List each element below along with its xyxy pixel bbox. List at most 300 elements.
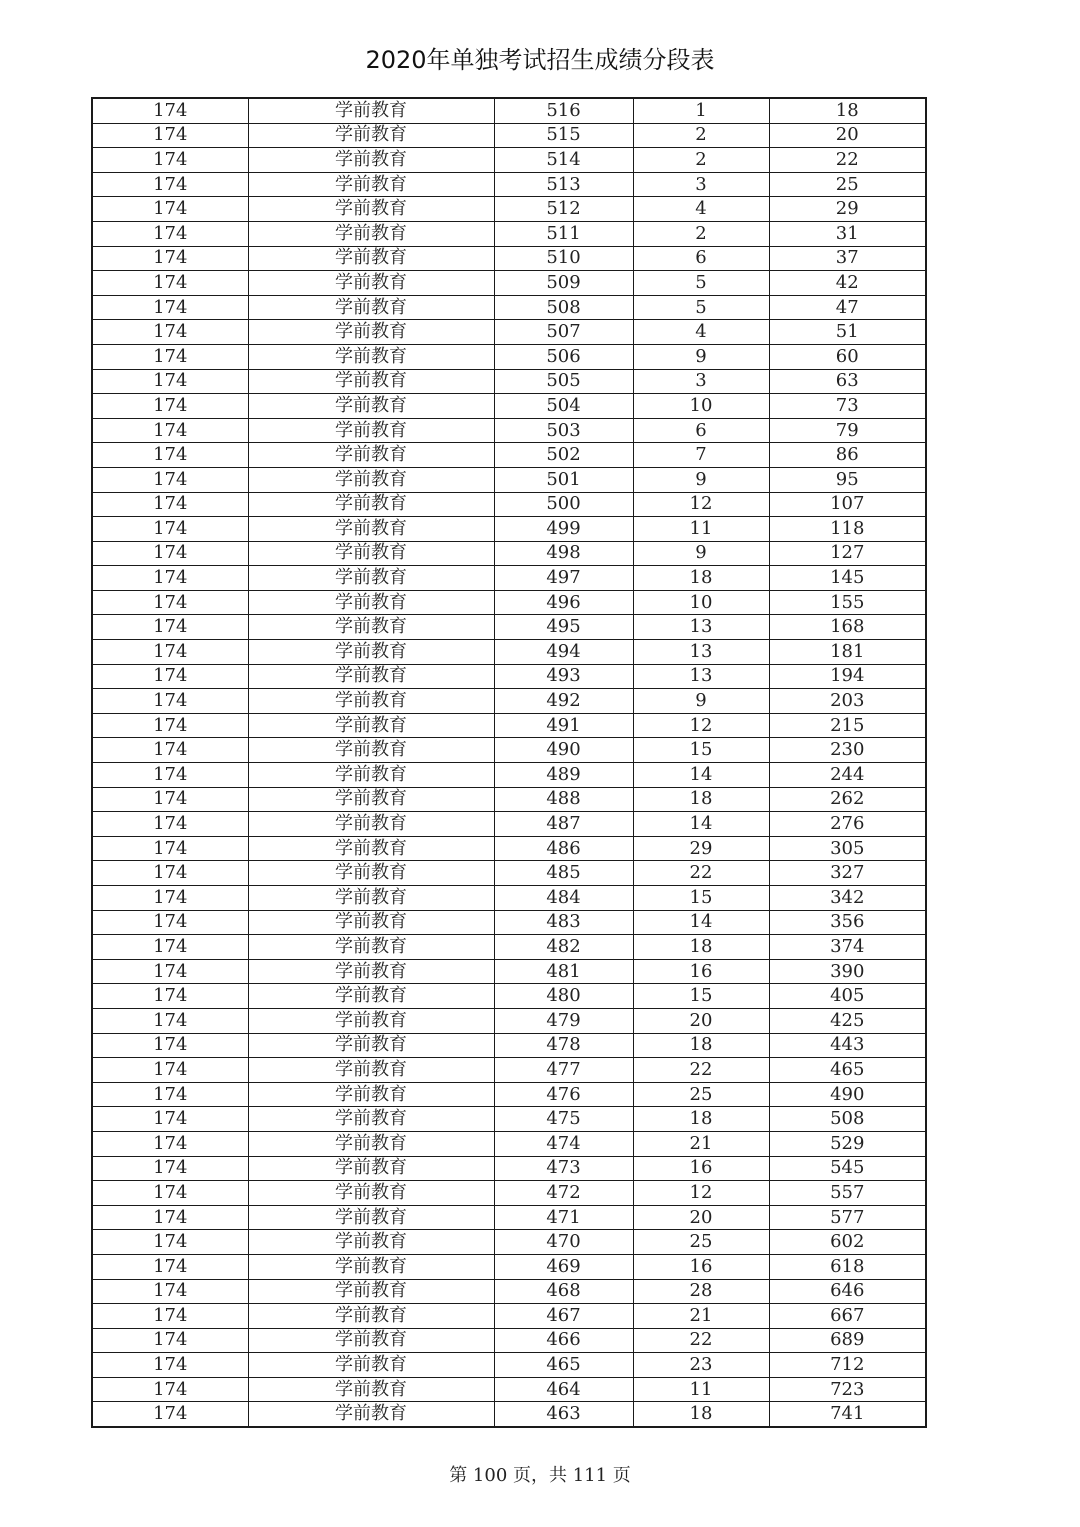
- major-name-cell: 学前教育: [248, 221, 494, 246]
- category-code-cell: 174: [92, 1205, 248, 1230]
- cumulative-count-cell: 490: [769, 1082, 926, 1107]
- count-cell: 15: [633, 984, 769, 1009]
- cumulative-count-cell: 42: [769, 271, 926, 296]
- cumulative-count-cell: 618: [769, 1254, 926, 1279]
- table-row: [92, 492, 926, 517]
- major-name-cell: 学前教育: [248, 98, 494, 123]
- major-name-cell: 学前教育: [248, 394, 494, 419]
- count-cell: 14: [633, 812, 769, 837]
- table-row: [92, 1058, 926, 1083]
- count-cell: 22: [633, 1058, 769, 1083]
- table-row: [92, 320, 926, 345]
- table-row: [92, 123, 926, 148]
- score-table: [91, 97, 927, 1428]
- table-row: [92, 517, 926, 542]
- table-row: [92, 1033, 926, 1058]
- score-cell: 512: [494, 197, 633, 222]
- category-code-cell: 174: [92, 541, 248, 566]
- cumulative-count-cell: 577: [769, 1205, 926, 1230]
- count-cell: 18: [633, 1402, 769, 1427]
- score-cell: 473: [494, 1156, 633, 1181]
- count-cell: 29: [633, 836, 769, 861]
- cumulative-count-cell: 405: [769, 984, 926, 1009]
- cumulative-count-cell: 22: [769, 148, 926, 173]
- category-code-cell: 174: [92, 344, 248, 369]
- major-name-cell: 学前教育: [248, 172, 494, 197]
- table-row: [92, 369, 926, 394]
- category-code-cell: 174: [92, 763, 248, 788]
- score-cell: 477: [494, 1058, 633, 1083]
- score-cell: 514: [494, 148, 633, 173]
- count-cell: 18: [633, 566, 769, 591]
- cumulative-count-cell: 545: [769, 1156, 926, 1181]
- table-row: [92, 1181, 926, 1206]
- count-cell: 13: [633, 664, 769, 689]
- count-cell: 14: [633, 910, 769, 935]
- score-cell: 479: [494, 1008, 633, 1033]
- count-cell: 25: [633, 1230, 769, 1255]
- major-name-cell: 学前教育: [248, 566, 494, 591]
- score-cell: 463: [494, 1402, 633, 1427]
- score-cell: 504: [494, 394, 633, 419]
- category-code-cell: 174: [92, 1304, 248, 1329]
- table-row: [92, 1304, 926, 1329]
- major-name-cell: 学前教育: [248, 148, 494, 173]
- table-row: [92, 664, 926, 689]
- category-code-cell: 174: [92, 394, 248, 419]
- score-cell: 470: [494, 1230, 633, 1255]
- major-name-cell: 学前教育: [248, 1254, 494, 1279]
- count-cell: 6: [633, 246, 769, 271]
- score-cell: 501: [494, 467, 633, 492]
- table-row: [92, 1402, 926, 1427]
- cumulative-count-cell: 667: [769, 1304, 926, 1329]
- category-code-cell: 174: [92, 1082, 248, 1107]
- score-cell: 505: [494, 369, 633, 394]
- category-code-cell: 174: [92, 98, 248, 123]
- count-cell: 9: [633, 344, 769, 369]
- score-cell: 481: [494, 959, 633, 984]
- cumulative-count-cell: 342: [769, 886, 926, 911]
- table-row: [92, 935, 926, 960]
- major-name-cell: 学前教育: [248, 271, 494, 296]
- cumulative-count-cell: 712: [769, 1353, 926, 1378]
- cumulative-count-cell: 31: [769, 221, 926, 246]
- major-name-cell: 学前教育: [248, 1205, 494, 1230]
- score-cell: 506: [494, 344, 633, 369]
- table-row: [92, 713, 926, 738]
- cumulative-count-cell: 29: [769, 197, 926, 222]
- score-cell: 509: [494, 271, 633, 296]
- score-cell: 492: [494, 689, 633, 714]
- major-name-cell: 学前教育: [248, 640, 494, 665]
- category-code-cell: 174: [92, 1377, 248, 1402]
- category-code-cell: 174: [92, 123, 248, 148]
- cumulative-count-cell: 181: [769, 640, 926, 665]
- category-code-cell: 174: [92, 517, 248, 542]
- major-name-cell: 学前教育: [248, 1058, 494, 1083]
- count-cell: 21: [633, 1131, 769, 1156]
- table-row: [92, 812, 926, 837]
- major-name-cell: 学前教育: [248, 1131, 494, 1156]
- score-cell: 483: [494, 910, 633, 935]
- category-code-cell: 174: [92, 1033, 248, 1058]
- category-code-cell: 174: [92, 590, 248, 615]
- count-cell: 28: [633, 1279, 769, 1304]
- major-name-cell: 学前教育: [248, 467, 494, 492]
- count-cell: 15: [633, 738, 769, 763]
- major-name-cell: 学前教育: [248, 984, 494, 1009]
- cumulative-count-cell: 155: [769, 590, 926, 615]
- count-cell: 14: [633, 763, 769, 788]
- major-name-cell: 学前教育: [248, 1082, 494, 1107]
- score-cell: 471: [494, 1205, 633, 1230]
- table-row: [92, 861, 926, 886]
- category-code-cell: 174: [92, 984, 248, 1009]
- category-code-cell: 174: [92, 467, 248, 492]
- cumulative-count-cell: 390: [769, 959, 926, 984]
- count-cell: 22: [633, 861, 769, 886]
- category-code-cell: 174: [92, 910, 248, 935]
- cumulative-count-cell: 465: [769, 1058, 926, 1083]
- table-row: [92, 738, 926, 763]
- category-code-cell: 174: [92, 738, 248, 763]
- score-cell: 474: [494, 1131, 633, 1156]
- score-cell: 499: [494, 517, 633, 542]
- major-name-cell: 学前教育: [248, 812, 494, 837]
- table-row: [92, 467, 926, 492]
- count-cell: 11: [633, 517, 769, 542]
- count-cell: 6: [633, 418, 769, 443]
- cumulative-count-cell: 529: [769, 1131, 926, 1156]
- table-row: [92, 1205, 926, 1230]
- major-name-cell: 学前教育: [248, 517, 494, 542]
- table-row: [92, 1230, 926, 1255]
- score-cell: 469: [494, 1254, 633, 1279]
- major-name-cell: 学前教育: [248, 418, 494, 443]
- count-cell: 16: [633, 1254, 769, 1279]
- major-name-cell: 学前教育: [248, 689, 494, 714]
- score-cell: 465: [494, 1353, 633, 1378]
- table-row: [92, 98, 926, 123]
- table-row: [92, 1008, 926, 1033]
- category-code-cell: 174: [92, 172, 248, 197]
- score-cell: 502: [494, 443, 633, 468]
- major-name-cell: 学前教育: [248, 1008, 494, 1033]
- category-code-cell: 174: [92, 1156, 248, 1181]
- category-code-cell: 174: [92, 443, 248, 468]
- major-name-cell: 学前教育: [248, 295, 494, 320]
- score-cell: 487: [494, 812, 633, 837]
- cumulative-count-cell: 63: [769, 369, 926, 394]
- major-name-cell: 学前教育: [248, 1279, 494, 1304]
- score-cell: 515: [494, 123, 633, 148]
- cumulative-count-cell: 47: [769, 295, 926, 320]
- table-row: [92, 590, 926, 615]
- score-cell: 500: [494, 492, 633, 517]
- category-code-cell: 174: [92, 1279, 248, 1304]
- count-cell: 2: [633, 148, 769, 173]
- cumulative-count-cell: 602: [769, 1230, 926, 1255]
- major-name-cell: 学前教育: [248, 664, 494, 689]
- table-row: [92, 418, 926, 443]
- cumulative-count-cell: 557: [769, 1181, 926, 1206]
- score-cell: 496: [494, 590, 633, 615]
- major-name-cell: 学前教育: [248, 1304, 494, 1329]
- major-name-cell: 学前教育: [248, 1156, 494, 1181]
- table-row: [92, 1107, 926, 1132]
- category-code-cell: 174: [92, 689, 248, 714]
- category-code-cell: 174: [92, 221, 248, 246]
- category-code-cell: 174: [92, 713, 248, 738]
- count-cell: 9: [633, 467, 769, 492]
- cumulative-count-cell: 51: [769, 320, 926, 345]
- table-row: [92, 959, 926, 984]
- score-cell: 485: [494, 861, 633, 886]
- count-cell: 5: [633, 295, 769, 320]
- score-cell: 494: [494, 640, 633, 665]
- score-cell: 466: [494, 1328, 633, 1353]
- category-code-cell: 174: [92, 566, 248, 591]
- cumulative-count-cell: 215: [769, 713, 926, 738]
- count-cell: 11: [633, 1377, 769, 1402]
- score-cell: 490: [494, 738, 633, 763]
- cumulative-count-cell: 168: [769, 615, 926, 640]
- category-code-cell: 174: [92, 1254, 248, 1279]
- count-cell: 5: [633, 271, 769, 296]
- cumulative-count-cell: 689: [769, 1328, 926, 1353]
- score-cell: 513: [494, 172, 633, 197]
- table-row: [92, 640, 926, 665]
- count-cell: 12: [633, 713, 769, 738]
- count-cell: 3: [633, 172, 769, 197]
- category-code-cell: 174: [92, 295, 248, 320]
- major-name-cell: 学前教育: [248, 246, 494, 271]
- count-cell: 18: [633, 935, 769, 960]
- table-row: [92, 1156, 926, 1181]
- category-code-cell: 174: [92, 369, 248, 394]
- major-name-cell: 学前教育: [248, 1230, 494, 1255]
- count-cell: 9: [633, 689, 769, 714]
- count-cell: 7: [633, 443, 769, 468]
- score-cell: 497: [494, 566, 633, 591]
- count-cell: 20: [633, 1008, 769, 1033]
- category-code-cell: 174: [92, 886, 248, 911]
- count-cell: 25: [633, 1082, 769, 1107]
- major-name-cell: 学前教育: [248, 738, 494, 763]
- major-name-cell: 学前教育: [248, 344, 494, 369]
- score-cell: 511: [494, 221, 633, 246]
- cumulative-count-cell: 646: [769, 1279, 926, 1304]
- category-code-cell: 174: [92, 861, 248, 886]
- cumulative-count-cell: 95: [769, 467, 926, 492]
- score-cell: 484: [494, 886, 633, 911]
- table-row: [92, 295, 926, 320]
- score-cell: 486: [494, 836, 633, 861]
- cumulative-count-cell: 723: [769, 1377, 926, 1402]
- category-code-cell: 174: [92, 197, 248, 222]
- major-name-cell: 学前教育: [248, 1181, 494, 1206]
- cumulative-count-cell: 79: [769, 418, 926, 443]
- count-cell: 10: [633, 394, 769, 419]
- count-cell: 20: [633, 1205, 769, 1230]
- major-name-cell: 学前教育: [248, 615, 494, 640]
- score-cell: 478: [494, 1033, 633, 1058]
- count-cell: 1: [633, 98, 769, 123]
- table-row: [92, 1131, 926, 1156]
- cumulative-count-cell: 305: [769, 836, 926, 861]
- cumulative-count-cell: 741: [769, 1402, 926, 1427]
- table-row: [92, 689, 926, 714]
- cumulative-count-cell: 37: [769, 246, 926, 271]
- count-cell: 4: [633, 320, 769, 345]
- score-cell: 508: [494, 295, 633, 320]
- count-cell: 2: [633, 123, 769, 148]
- count-cell: 12: [633, 1181, 769, 1206]
- category-code-cell: 174: [92, 1402, 248, 1427]
- score-cell: 491: [494, 713, 633, 738]
- table-row: [92, 197, 926, 222]
- count-cell: 13: [633, 640, 769, 665]
- major-name-cell: 学前教育: [248, 369, 494, 394]
- category-code-cell: 174: [92, 246, 248, 271]
- table-row: [92, 1082, 926, 1107]
- cumulative-count-cell: 20: [769, 123, 926, 148]
- category-code-cell: 174: [92, 1230, 248, 1255]
- major-name-cell: 学前教育: [248, 590, 494, 615]
- table-row: [92, 1328, 926, 1353]
- score-table-body: [92, 98, 926, 1427]
- table-row: [92, 246, 926, 271]
- count-cell: 16: [633, 1156, 769, 1181]
- cumulative-count-cell: 18: [769, 98, 926, 123]
- score-cell: 480: [494, 984, 633, 1009]
- score-cell: 472: [494, 1181, 633, 1206]
- table-row: [92, 910, 926, 935]
- major-name-cell: 学前教育: [248, 713, 494, 738]
- count-cell: 18: [633, 1033, 769, 1058]
- major-name-cell: 学前教育: [248, 541, 494, 566]
- category-code-cell: 174: [92, 787, 248, 812]
- page-title: 2020年单独考试招生成绩分段表: [365, 46, 715, 74]
- cumulative-count-cell: 118: [769, 517, 926, 542]
- category-code-cell: 174: [92, 1107, 248, 1132]
- count-cell: 16: [633, 959, 769, 984]
- cumulative-count-cell: 127: [769, 541, 926, 566]
- category-code-cell: 174: [92, 418, 248, 443]
- score-cell: 468: [494, 1279, 633, 1304]
- count-cell: 18: [633, 1107, 769, 1132]
- cumulative-count-cell: 244: [769, 763, 926, 788]
- score-cell: 498: [494, 541, 633, 566]
- cumulative-count-cell: 374: [769, 935, 926, 960]
- table-row: [92, 1377, 926, 1402]
- major-name-cell: 学前教育: [248, 492, 494, 517]
- score-cell: 516: [494, 98, 633, 123]
- cumulative-count-cell: 145: [769, 566, 926, 591]
- table-row: [92, 787, 926, 812]
- count-cell: 12: [633, 492, 769, 517]
- cumulative-count-cell: 276: [769, 812, 926, 837]
- cumulative-count-cell: 356: [769, 910, 926, 935]
- score-cell: 488: [494, 787, 633, 812]
- score-cell: 476: [494, 1082, 633, 1107]
- table-row: [92, 148, 926, 173]
- major-name-cell: 学前教育: [248, 1328, 494, 1353]
- category-code-cell: 174: [92, 1131, 248, 1156]
- table-row: [92, 763, 926, 788]
- table-row: [92, 886, 926, 911]
- cumulative-count-cell: 327: [769, 861, 926, 886]
- major-name-cell: 学前教育: [248, 1402, 494, 1427]
- table-row: [92, 1254, 926, 1279]
- category-code-cell: 174: [92, 1353, 248, 1378]
- table-row: [92, 344, 926, 369]
- cumulative-count-cell: 73: [769, 394, 926, 419]
- cumulative-count-cell: 443: [769, 1033, 926, 1058]
- table-row: [92, 541, 926, 566]
- category-code-cell: 174: [92, 812, 248, 837]
- table-row: [92, 271, 926, 296]
- category-code-cell: 174: [92, 959, 248, 984]
- score-cell: 495: [494, 615, 633, 640]
- category-code-cell: 174: [92, 615, 248, 640]
- count-cell: 15: [633, 886, 769, 911]
- category-code-cell: 174: [92, 640, 248, 665]
- count-cell: 18: [633, 787, 769, 812]
- table-row: [92, 615, 926, 640]
- cumulative-count-cell: 508: [769, 1107, 926, 1132]
- score-cell: 464: [494, 1377, 633, 1402]
- table-row: [92, 172, 926, 197]
- category-code-cell: 174: [92, 1008, 248, 1033]
- count-cell: 3: [633, 369, 769, 394]
- category-code-cell: 174: [92, 836, 248, 861]
- count-cell: 2: [633, 221, 769, 246]
- cumulative-count-cell: 262: [769, 787, 926, 812]
- category-code-cell: 174: [92, 1058, 248, 1083]
- table-row: [92, 566, 926, 591]
- major-name-cell: 学前教育: [248, 1377, 494, 1402]
- cumulative-count-cell: 86: [769, 443, 926, 468]
- major-name-cell: 学前教育: [248, 910, 494, 935]
- major-name-cell: 学前教育: [248, 320, 494, 345]
- major-name-cell: 学前教育: [248, 197, 494, 222]
- major-name-cell: 学前教育: [248, 959, 494, 984]
- major-name-cell: 学前教育: [248, 763, 494, 788]
- table-row: [92, 221, 926, 246]
- major-name-cell: 学前教育: [248, 886, 494, 911]
- category-code-cell: 174: [92, 148, 248, 173]
- category-code-cell: 174: [92, 664, 248, 689]
- cumulative-count-cell: 194: [769, 664, 926, 689]
- major-name-cell: 学前教育: [248, 123, 494, 148]
- cumulative-count-cell: 425: [769, 1008, 926, 1033]
- page-footer: 第 100 页，共 111 页: [449, 1465, 631, 1486]
- score-cell: 493: [494, 664, 633, 689]
- table-row: [92, 836, 926, 861]
- score-cell: 503: [494, 418, 633, 443]
- score-cell: 467: [494, 1304, 633, 1329]
- table-row: [92, 394, 926, 419]
- table-row: [92, 443, 926, 468]
- major-name-cell: 学前教育: [248, 836, 494, 861]
- cumulative-count-cell: 107: [769, 492, 926, 517]
- major-name-cell: 学前教育: [248, 1353, 494, 1378]
- count-cell: 21: [633, 1304, 769, 1329]
- category-code-cell: 174: [92, 320, 248, 345]
- category-code-cell: 174: [92, 271, 248, 296]
